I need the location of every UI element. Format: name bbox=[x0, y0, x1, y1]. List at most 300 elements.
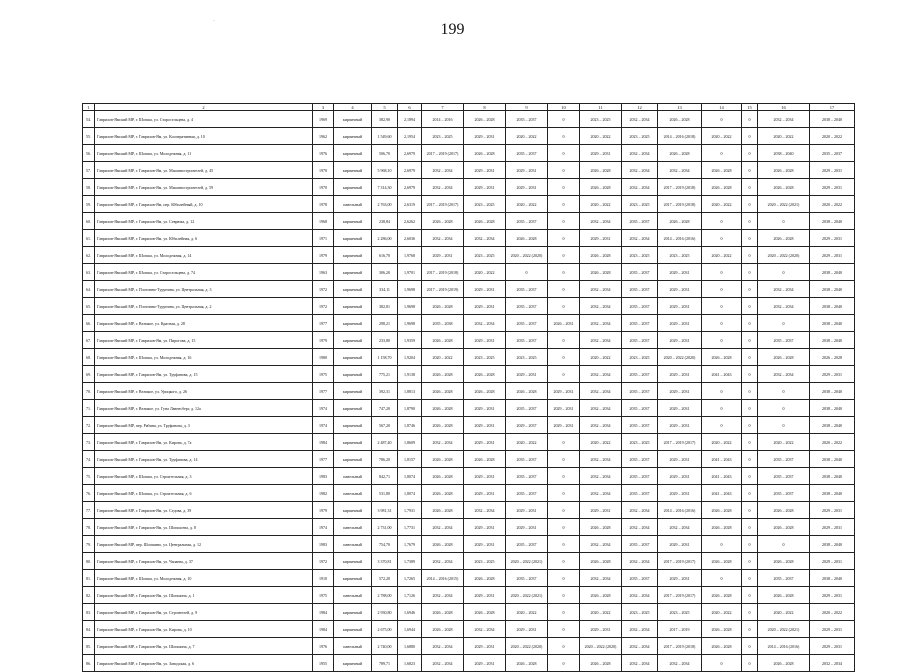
table-cell: 2032 – 2034 bbox=[758, 111, 810, 128]
table-cell: 0 bbox=[742, 332, 758, 349]
table-cell: 2029 – 2031 bbox=[464, 281, 506, 298]
table-cell: 2032 – 2034 bbox=[622, 655, 658, 672]
table-cell: 2032 – 2034 bbox=[422, 162, 464, 179]
table-cell: 2029 – 2031 bbox=[464, 179, 506, 196]
table-cell: 382,90 bbox=[372, 111, 398, 128]
table-cell: 2035 – 2037 bbox=[506, 111, 548, 128]
table-row bbox=[83, 417, 855, 434]
address-cell: Гаврилов-Ямский МР, г. Плотинно-Турунина, ул. Центральная, д. 3 bbox=[95, 281, 313, 298]
table-cell: 1970 bbox=[313, 179, 334, 196]
table-cell: кирпичный bbox=[334, 264, 372, 281]
table-cell: кирпичный bbox=[334, 145, 372, 162]
table-cell: 2032 – 2034 bbox=[464, 621, 506, 638]
table-cell: 1,7679 bbox=[398, 536, 422, 553]
table-cell: 0 bbox=[506, 264, 548, 281]
table-cell: 2023 – 2025 bbox=[622, 349, 658, 366]
table-cell: 2 930,80 bbox=[372, 604, 398, 621]
table-cell: 2032 – 2034 bbox=[422, 519, 464, 536]
table-cell: 2029 – 2031 bbox=[464, 485, 506, 502]
table-cell: 61. bbox=[83, 230, 95, 247]
table-row bbox=[83, 111, 855, 128]
table-cell: 2035 – 2037 bbox=[506, 332, 548, 349]
table-cell: 0 bbox=[548, 587, 580, 604]
table-cell: 2035 – 2037 bbox=[622, 570, 658, 587]
table-cell: 2020 – 2022 bbox=[580, 349, 622, 366]
table-cell: 2026 – 2028 bbox=[658, 145, 702, 162]
address-cell: Гаврилов-Ямский МР, г. Шопша, ул. Старосельцева, д. 74 bbox=[95, 264, 313, 281]
housing-repair-schedule-table bbox=[82, 103, 855, 672]
table-row bbox=[83, 349, 855, 366]
table-cell: 2035 – 2037 bbox=[622, 485, 658, 502]
table-cell: 1972 bbox=[313, 553, 334, 570]
table-row bbox=[83, 400, 855, 417]
table-cell: 2020 – 2022 (2021) bbox=[506, 587, 548, 604]
table-cell: 2026 – 2028 bbox=[658, 213, 702, 230]
table-cell: 2035 – 2037 bbox=[506, 570, 548, 587]
table-cell: кирпичный bbox=[334, 417, 372, 434]
table-cell: 2026 – 2028 bbox=[464, 383, 506, 400]
table-cell: 2026 – 2028 bbox=[702, 621, 742, 638]
column-number: 8 bbox=[464, 104, 506, 111]
table-cell: 2035 – 2037 bbox=[758, 468, 810, 485]
table-cell: 0 bbox=[742, 298, 758, 315]
table-cell: 2020 – 2022 bbox=[580, 196, 622, 213]
table-cell: 1963 bbox=[313, 264, 334, 281]
address-cell: Гаврилов-Ямский МР, г. Гаврилов-Ям, ул. Кирова, д. 10 bbox=[95, 621, 313, 638]
table-cell: 63. bbox=[83, 264, 95, 281]
table-cell: кирпичный bbox=[334, 298, 372, 315]
table-cell: 2038 – 2040 bbox=[810, 485, 855, 502]
table-cell: 2020 – 2022 (2020) bbox=[580, 638, 622, 655]
table-cell: 77. bbox=[83, 502, 95, 519]
table-cell: 2029 – 2031 bbox=[658, 570, 702, 587]
column-number: 7 bbox=[422, 104, 464, 111]
table-cell: 2014 – 2016 (2018) bbox=[658, 128, 702, 145]
table-cell: 2029 – 2031 bbox=[658, 281, 702, 298]
table-cell: 754,70 bbox=[372, 536, 398, 553]
table-cell: 0 bbox=[742, 145, 758, 162]
table-cell: 2038 – 2040 bbox=[810, 332, 855, 349]
page-number: 199 bbox=[440, 21, 465, 38]
table-cell: 0 bbox=[548, 451, 580, 468]
table-cell: 2032 – 2034 bbox=[622, 145, 658, 162]
address-cell: Гаврилов-Ямский МР, г. Шопша, ул. Строительная, д. 6 bbox=[95, 485, 313, 502]
table-cell: 0 bbox=[548, 332, 580, 349]
table-cell: 2023 – 2025 bbox=[622, 434, 658, 451]
table-cell: кирпичный bbox=[334, 502, 372, 519]
table-cell: 1,7389 bbox=[398, 553, 422, 570]
table-cell: 0 bbox=[548, 111, 580, 128]
table-cell: 2026 – 2028 bbox=[422, 332, 464, 349]
table-cell: 2017 – 2019 (2018) bbox=[658, 179, 702, 196]
table-cell: 2041 – 2043 bbox=[702, 468, 742, 485]
table-row bbox=[83, 264, 855, 281]
table-cell: 0 bbox=[742, 485, 758, 502]
table-cell: 2026 – 2028 bbox=[580, 587, 622, 604]
table-cell: панельный bbox=[334, 519, 372, 536]
table-cell: 2038 – 2040 bbox=[758, 145, 810, 162]
table-cell: 2032 – 2034 bbox=[658, 162, 702, 179]
table-cell: 2017 – 2019 (2018) bbox=[422, 264, 464, 281]
column-number: 11 bbox=[580, 104, 622, 111]
table-cell: 2023 – 2025 bbox=[464, 196, 506, 213]
table-cell: 0 bbox=[548, 536, 580, 553]
table-cell: 3 370,81 bbox=[372, 553, 398, 570]
table-cell: 0 bbox=[548, 519, 580, 536]
table-cell: 2029 – 2031 bbox=[810, 247, 855, 264]
address-cell: Гаврилов-Ямский МР, г. Гаврилов-Ям, ул. Кирова, д. 7а bbox=[95, 434, 313, 451]
table-cell: 2029 – 2031 bbox=[464, 519, 506, 536]
table-cell: 2035 – 2037 bbox=[506, 281, 548, 298]
table-cell: 2032 – 2034 bbox=[580, 468, 622, 485]
table-cell: 2023 – 2025 bbox=[622, 604, 658, 621]
table-cell: 2020 – 2022 bbox=[506, 196, 548, 213]
table-cell: 64. bbox=[83, 281, 95, 298]
table-cell: 0 bbox=[742, 468, 758, 485]
table-cell: 1955 bbox=[313, 655, 334, 672]
table-cell: 58. bbox=[83, 179, 95, 196]
table-cell: 70. bbox=[83, 383, 95, 400]
table-cell: 2017 – 2019 (2019) bbox=[422, 281, 464, 298]
table-cell: 0 bbox=[548, 162, 580, 179]
table-cell: 2029 – 2031 bbox=[580, 621, 622, 638]
table-cell: кирпичный bbox=[334, 383, 372, 400]
table-cell: 2020 – 2022 bbox=[810, 604, 855, 621]
table-row bbox=[83, 162, 855, 179]
table-cell: 2035 – 2037 bbox=[506, 145, 548, 162]
table-cell: 2029 – 2031 bbox=[658, 332, 702, 349]
table-cell: 2029 – 2031 bbox=[506, 621, 548, 638]
table-cell: 1984 bbox=[313, 604, 334, 621]
table-cell: 2026 – 2028 bbox=[422, 468, 464, 485]
table-row bbox=[83, 468, 855, 485]
table-cell: 2032 – 2034 bbox=[580, 383, 622, 400]
table-cell: 0 bbox=[742, 638, 758, 655]
table-cell: 2029 – 2031 bbox=[580, 502, 622, 519]
table-cell: 2035 – 2037 bbox=[622, 281, 658, 298]
table-cell: 2029 – 2031 bbox=[464, 332, 506, 349]
table-cell: кирпичный bbox=[334, 400, 372, 417]
table-cell: 0 bbox=[548, 128, 580, 145]
table-cell: 0 bbox=[548, 638, 580, 655]
table-cell: 75. bbox=[83, 468, 95, 485]
table-cell: 2,1894 bbox=[398, 111, 422, 128]
table-cell: 2038 – 2040 bbox=[810, 298, 855, 315]
table-cell: 0 bbox=[702, 315, 742, 332]
table-cell: 2017 – 2019 (2017) bbox=[422, 145, 464, 162]
table-cell: 2020 – 2022 (2021) bbox=[758, 196, 810, 213]
table-cell: 0 bbox=[702, 298, 742, 315]
table-cell: 2032 – 2034 bbox=[580, 315, 622, 332]
column-number: 9 bbox=[506, 104, 548, 111]
table-cell: 2026 – 2028 bbox=[422, 485, 464, 502]
table-cell: 2026 – 2028 bbox=[702, 587, 742, 604]
table-cell: 1,7265 bbox=[398, 570, 422, 587]
table-cell: 2032 – 2034 bbox=[810, 655, 855, 672]
table-cell: 2029 – 2031 bbox=[810, 179, 855, 196]
table-cell: кирпичный bbox=[334, 213, 372, 230]
table-cell: 0 bbox=[742, 264, 758, 281]
table-cell: 2,6262 bbox=[398, 213, 422, 230]
address-cell: Гаврилов-Ямский МР, г. Шопша, ул. Старосельцева, д. 4 bbox=[95, 111, 313, 128]
table-cell: 2029 – 2031 bbox=[810, 162, 855, 179]
table-cell: 1983 bbox=[313, 536, 334, 553]
table-cell: 2026 – 2028 bbox=[758, 230, 810, 247]
table-cell: 0 bbox=[548, 485, 580, 502]
table-cell: 2032 – 2034 bbox=[580, 366, 622, 383]
table-cell: 2032 – 2034 bbox=[464, 315, 506, 332]
table-cell: 0 bbox=[548, 366, 580, 383]
table-cell: 2038 – 2040 bbox=[810, 570, 855, 587]
table-cell: 0 bbox=[548, 655, 580, 672]
table-cell: 86. bbox=[83, 655, 95, 672]
table-cell: 0 bbox=[742, 570, 758, 587]
table-cell: 0 bbox=[742, 366, 758, 383]
table-cell: 2,6319 bbox=[398, 196, 422, 213]
table-cell: 2029 – 2031 bbox=[658, 366, 702, 383]
table-cell: 2032 – 2034 bbox=[422, 587, 464, 604]
address-cell: Гаврилов-Ямский МР, г. Великое, ул. Урицкого, д. 26 bbox=[95, 383, 313, 400]
table-cell: 1974 bbox=[313, 519, 334, 536]
table-cell: 1,8074 bbox=[398, 485, 422, 502]
table-cell: 2032 – 2034 bbox=[658, 655, 702, 672]
table-cell: 1974 bbox=[313, 400, 334, 417]
table-cell: 74. bbox=[83, 451, 95, 468]
table-cell: 2017 – 2019 (2018) bbox=[658, 196, 702, 213]
table-row bbox=[83, 655, 855, 672]
table-cell: кирпичный bbox=[334, 434, 372, 451]
table-cell: 2026 – 2028 bbox=[758, 519, 810, 536]
table-cell: 382,81 bbox=[372, 298, 398, 315]
table-cell: 80. bbox=[83, 553, 95, 570]
table-cell: 2032 – 2034 bbox=[580, 213, 622, 230]
table-cell: 2026 – 2028 bbox=[758, 587, 810, 604]
table-cell: 1910 bbox=[313, 570, 334, 587]
table-cell: 0 bbox=[758, 213, 810, 230]
table-cell: 2,6979 bbox=[398, 162, 422, 179]
table-cell: 1970 bbox=[313, 162, 334, 179]
table-cell: 65. bbox=[83, 298, 95, 315]
table-cell: 2032 – 2034 bbox=[622, 111, 658, 128]
table-cell: 2038 – 2040 bbox=[810, 451, 855, 468]
table-cell: 0 bbox=[742, 604, 758, 621]
table-row bbox=[83, 621, 855, 638]
table-cell: 2032 – 2034 bbox=[580, 417, 622, 434]
table-row bbox=[83, 434, 855, 451]
table-cell: 2 286,00 bbox=[372, 230, 398, 247]
table-cell: 0 bbox=[702, 383, 742, 400]
table-cell: 2014 – 2016 (2016) bbox=[658, 230, 702, 247]
table-row bbox=[83, 230, 855, 247]
table-cell: 616,70 bbox=[372, 247, 398, 264]
table-cell: 2020 – 2022 bbox=[758, 128, 810, 145]
table-cell: 72. bbox=[83, 417, 95, 434]
table-cell: 2029 – 2031 bbox=[810, 553, 855, 570]
table-cell: 298,21 bbox=[372, 315, 398, 332]
table-cell: 1,9698 bbox=[398, 298, 422, 315]
table-cell: 2029 – 2031 bbox=[464, 162, 506, 179]
table-cell: 506,70 bbox=[372, 145, 398, 162]
table-cell: 2029 – 2031 bbox=[464, 536, 506, 553]
table-cell: 62. bbox=[83, 247, 95, 264]
table-cell: панельный bbox=[334, 196, 372, 213]
table-cell: 82. bbox=[83, 587, 95, 604]
table-cell: 2026 – 2028 bbox=[422, 400, 464, 417]
table-cell: 2038 – 2040 bbox=[810, 468, 855, 485]
table-cell: 2029 – 2031 bbox=[464, 434, 506, 451]
table-row bbox=[83, 196, 855, 213]
table-cell: 2026 – 2028 bbox=[758, 655, 810, 672]
table-cell: 1974 bbox=[313, 417, 334, 434]
address-cell: Гаврилов-Ямский МР, пер. Рябина, ул. Труфанова, д. 3 bbox=[95, 417, 313, 434]
table-cell: 0 bbox=[742, 111, 758, 128]
table-cell: кирпичный bbox=[334, 315, 372, 332]
table-row bbox=[83, 519, 855, 536]
table-cell: 2029 – 2031 bbox=[810, 230, 855, 247]
table-cell: 0 bbox=[548, 196, 580, 213]
table-cell: 2032 – 2034 bbox=[622, 638, 658, 655]
table-cell: 2029 – 2031 bbox=[580, 145, 622, 162]
table-cell: 2032 – 2034 bbox=[580, 332, 622, 349]
table-cell: 1971 bbox=[313, 230, 334, 247]
table-cell: 2032 – 2034 bbox=[622, 553, 658, 570]
table-cell: 2029 – 2031 bbox=[810, 519, 855, 536]
table-cell: 2026 – 2028 bbox=[702, 162, 742, 179]
table-cell: 66. bbox=[83, 315, 95, 332]
table-cell: 2035 – 2037 bbox=[622, 383, 658, 400]
table-cell: 2029 – 2031 bbox=[548, 400, 580, 417]
table-cell: 2035 – 2037 bbox=[506, 400, 548, 417]
table-cell: 2032 – 2034 bbox=[758, 281, 810, 298]
table-cell: 2035 – 2037 bbox=[506, 451, 548, 468]
table-cell: 1,6880 bbox=[398, 638, 422, 655]
table-cell: 0 bbox=[702, 417, 742, 434]
table-cell: 5 968,10 bbox=[372, 162, 398, 179]
table-row bbox=[83, 281, 855, 298]
table-cell: 0 bbox=[702, 281, 742, 298]
address-cell: Гаврилов-Ямский МР, г. Гаврилов-Ям, ул. Седова, д. 39 bbox=[95, 502, 313, 519]
table-cell: 2026 – 2028 bbox=[422, 383, 464, 400]
table-cell: 2020 – 2022 bbox=[702, 247, 742, 264]
table-row bbox=[83, 366, 855, 383]
table-row bbox=[83, 451, 855, 468]
table-cell: 71. bbox=[83, 400, 95, 417]
table-cell: 2026 – 2028 bbox=[758, 349, 810, 366]
table-cell: 2020 – 2022 (2021) bbox=[506, 553, 548, 570]
table-cell: 2038 – 2040 bbox=[810, 536, 855, 553]
address-cell: Гаврилов-Ямский МР, г. Гаврилов-Ям, ул. Труфанова, д. 15 bbox=[95, 366, 313, 383]
table-cell: 2020 – 2022 (2020) bbox=[758, 247, 810, 264]
table-cell: кирпичный bbox=[334, 179, 372, 196]
table-cell: 1,8157 bbox=[398, 451, 422, 468]
address-cell: Гаврилов-Ямский МР, г. Великое, ул. Красная, д. 28 bbox=[95, 315, 313, 332]
table-cell: 0 bbox=[758, 417, 810, 434]
table-cell: 84. bbox=[83, 621, 95, 638]
table-cell: 0 bbox=[702, 332, 742, 349]
table-cell: 2035 – 2037 bbox=[622, 264, 658, 281]
table-cell: 1,9698 bbox=[398, 281, 422, 298]
table-cell: 1,8074 bbox=[398, 468, 422, 485]
table-cell: 2026 – 2028 bbox=[422, 621, 464, 638]
table-cell: 2032 – 2034 bbox=[580, 570, 622, 587]
table-cell: 2026 – 2028 bbox=[702, 519, 742, 536]
table-cell: 2038 – 2040 bbox=[810, 111, 855, 128]
table-cell: 2026 – 2028 bbox=[422, 298, 464, 315]
table-cell: 0 bbox=[742, 400, 758, 417]
table-cell: 1,6946 bbox=[398, 604, 422, 621]
table-cell: 2 487,40 bbox=[372, 434, 398, 451]
table-cell: 2026 – 2028 bbox=[506, 383, 548, 400]
table-cell: 2035 – 2037 bbox=[810, 145, 855, 162]
table-cell: 0 bbox=[548, 434, 580, 451]
table-cell: 2029 – 2031 bbox=[548, 417, 580, 434]
table-cell: 0 bbox=[548, 570, 580, 587]
address-cell: Гаврилов-Ямский МР, г. Шопша, ул. Молодежная, д. 10 bbox=[95, 570, 313, 587]
table-cell: 2029 – 2031 bbox=[810, 638, 855, 655]
table-cell: 2026 – 2028 bbox=[758, 162, 810, 179]
table-cell: 2 675,00 bbox=[372, 621, 398, 638]
table-cell: 2020 – 2022 (2020) bbox=[658, 349, 702, 366]
table-cell: 2041 – 2043 bbox=[702, 366, 742, 383]
table-cell: 0 bbox=[548, 621, 580, 638]
table-cell: 2032 – 2034 bbox=[580, 536, 622, 553]
table-cell: 1 549,60 bbox=[372, 128, 398, 145]
table-cell: 2020 – 2022 bbox=[580, 604, 622, 621]
table-cell: 2026 – 2028 bbox=[422, 213, 464, 230]
table-cell: 2,6979 bbox=[398, 179, 422, 196]
address-cell: Гаврилов-Ямский МР, г. Великое, ул. Гуна Лавенсберг, д. 12а bbox=[95, 400, 313, 417]
table-cell: 0 bbox=[702, 111, 742, 128]
table-cell: 2035 – 2037 bbox=[622, 451, 658, 468]
address-cell: Гаврилов-Ямский МР, г. Гаврилов-Ям, ул. Труфанова, д. 14 bbox=[95, 451, 313, 468]
table-cell: 54. bbox=[83, 111, 95, 128]
table-cell: 1980 bbox=[313, 349, 334, 366]
table-cell: 2017 – 2019 bbox=[658, 621, 702, 638]
table-cell: 1977 bbox=[313, 451, 334, 468]
table-cell: 1979 bbox=[313, 502, 334, 519]
table-cell: 2026 – 2028 bbox=[422, 604, 464, 621]
table-cell: 0 bbox=[548, 502, 580, 519]
table-cell: 306,20 bbox=[372, 264, 398, 281]
table-cell: 1,8609 bbox=[398, 434, 422, 451]
table-cell: 1979 bbox=[313, 247, 334, 264]
table-cell: 0 bbox=[742, 553, 758, 570]
table-cell: 2020 – 2022 bbox=[580, 128, 622, 145]
table-cell: 2035 – 2037 bbox=[622, 315, 658, 332]
table-cell: 2032 – 2034 bbox=[622, 587, 658, 604]
table-cell: 0 bbox=[702, 400, 742, 417]
column-number: 15 bbox=[742, 104, 758, 111]
table-cell: 1976 bbox=[313, 638, 334, 655]
table-cell: 2035 – 2037 bbox=[506, 485, 548, 502]
table-cell: 2029 – 2031 bbox=[464, 468, 506, 485]
table-cell: 0 bbox=[548, 298, 580, 315]
table-cell: 2017 – 2019 (2017) bbox=[658, 587, 702, 604]
table-cell: 2032 – 2034 bbox=[580, 281, 622, 298]
address-cell: Гаврилов-Ямский МР, г. Гаврилов-Ям, ул. Шопшоева, д. 8 bbox=[95, 519, 313, 536]
column-number: 6 bbox=[398, 104, 422, 111]
corner-mark: - bbox=[213, 19, 215, 24]
table-cell: 2020 – 2022 bbox=[702, 196, 742, 213]
table-cell: 2020 – 2022 bbox=[702, 604, 742, 621]
table-cell: 1968 bbox=[313, 213, 334, 230]
table-cell: 1972 bbox=[313, 281, 334, 298]
address-cell: Гаврилов-Ямский МР, г. Гаврилов-Ям, ул. Шопшина, д. 1 bbox=[95, 587, 313, 604]
table-cell: 0 bbox=[742, 519, 758, 536]
table-cell: 2032 – 2034 bbox=[622, 621, 658, 638]
table-cell: 2 740,00 bbox=[372, 638, 398, 655]
table-cell: 2029 – 2031 bbox=[464, 638, 506, 655]
